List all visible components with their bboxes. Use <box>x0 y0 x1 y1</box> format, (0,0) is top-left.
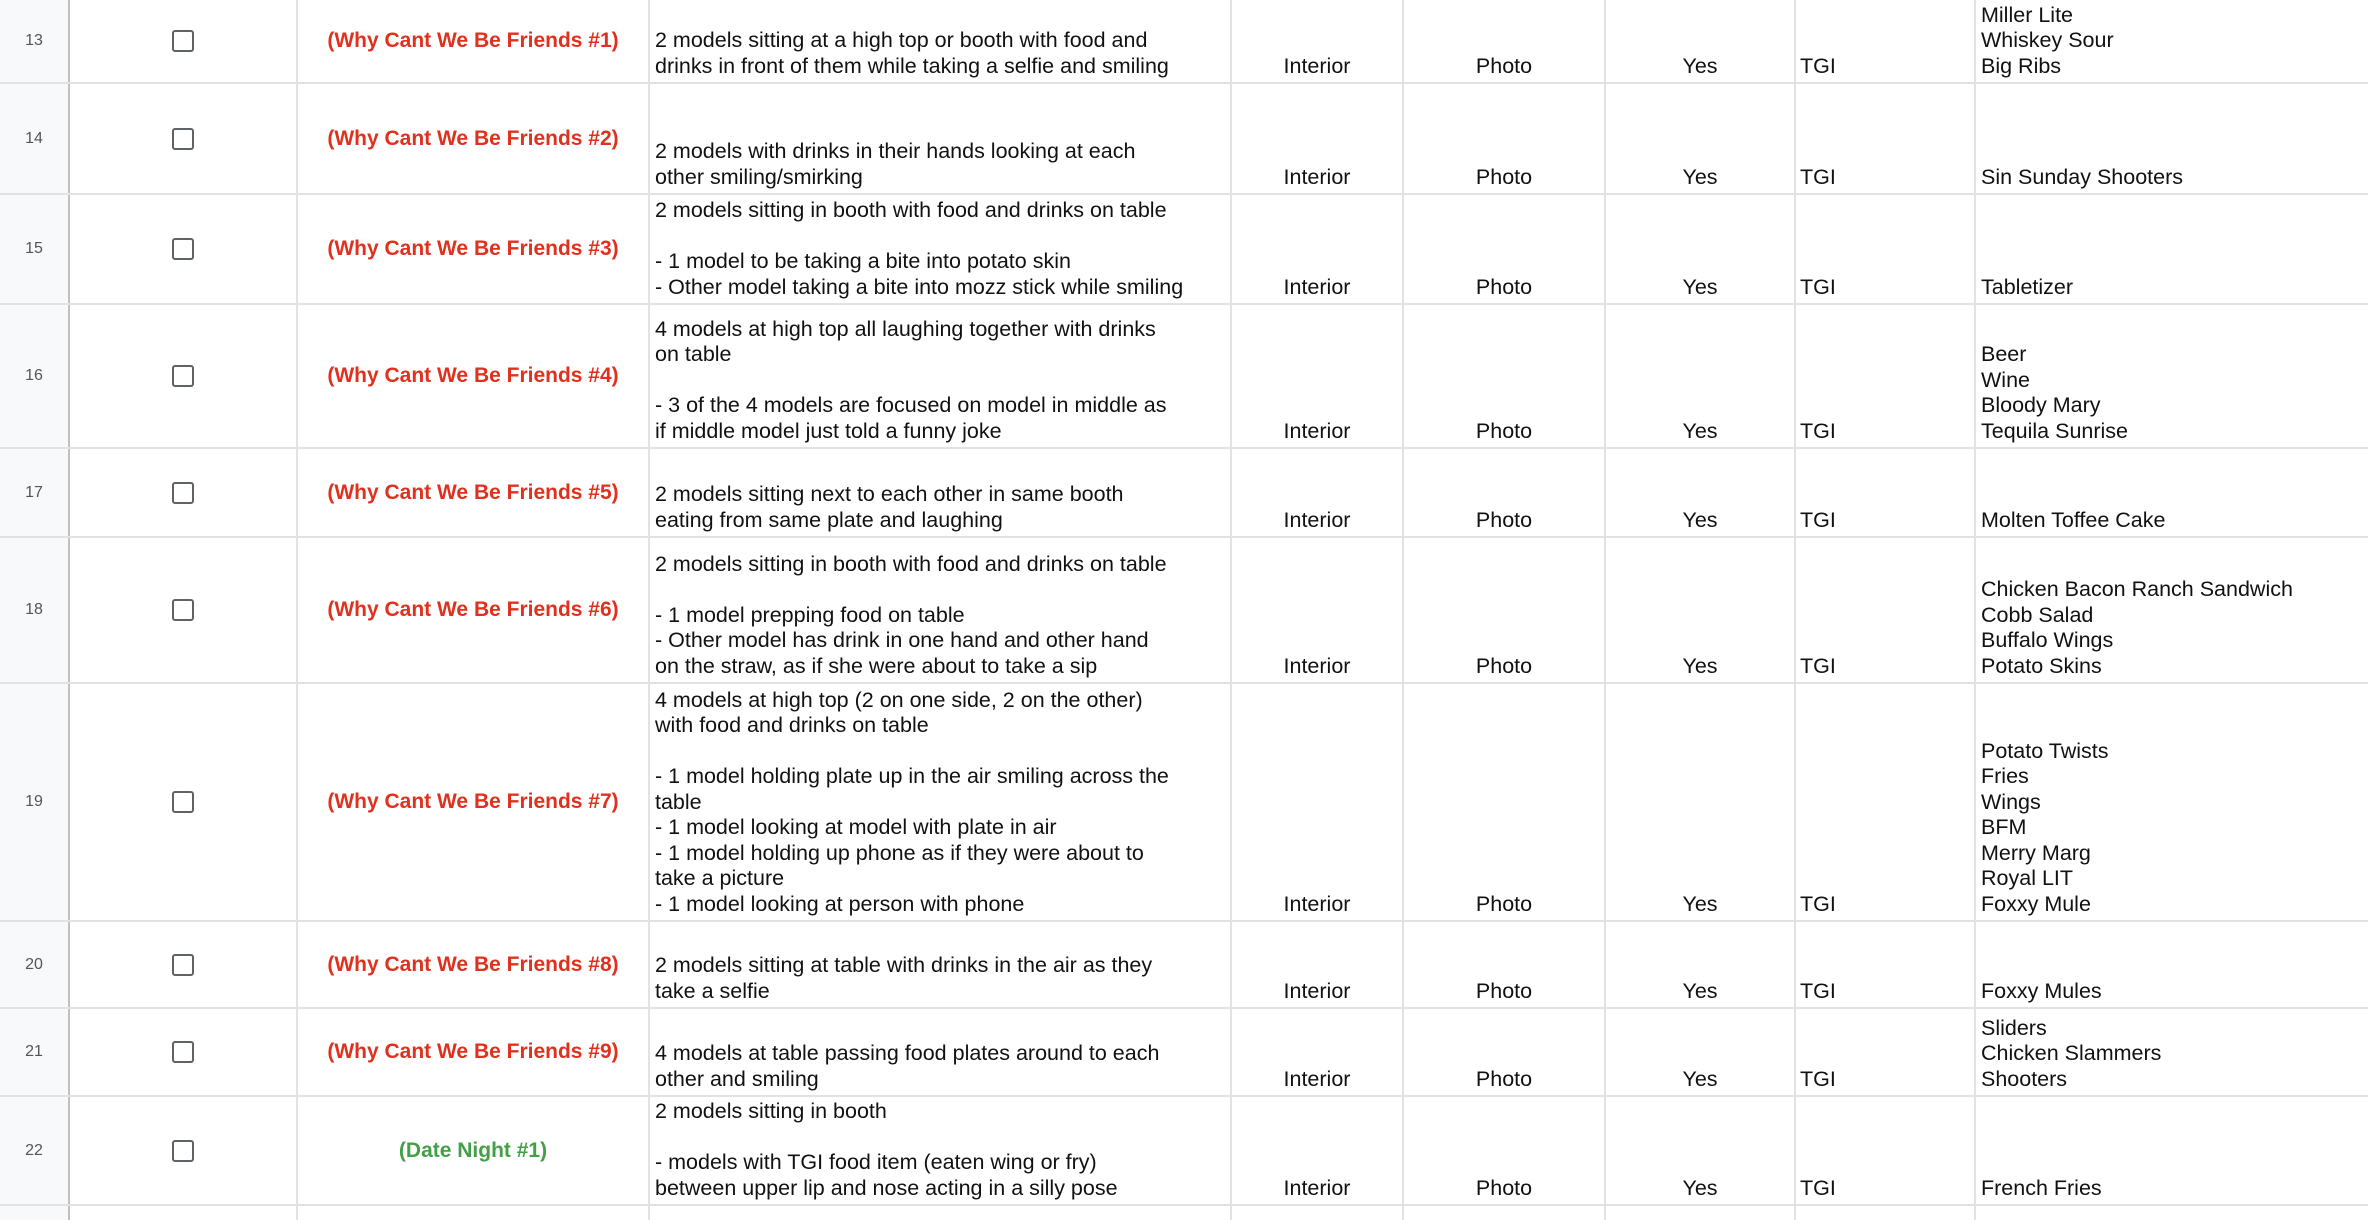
row-number[interactable]: 19 <box>0 684 70 920</box>
description-line: - 1 model looking at person with phone <box>655 891 1025 916</box>
location-cell[interactable]: Interior <box>1232 1097 1404 1204</box>
menu-item: Chicken Slammers <box>1981 1041 2162 1065</box>
checkbox-cell <box>70 538 298 682</box>
checkbox-cell <box>70 195 298 303</box>
menu-items-cell[interactable] <box>1976 84 2368 193</box>
description-line: 2 models sitting at a high top or booth with food and <box>655 28 1148 52</box>
row-number[interactable]: 16 <box>0 305 70 447</box>
description-line <box>655 368 1226 394</box>
approved-cell[interactable]: Yes <box>1606 1097 1796 1204</box>
approved-cell[interactable]: Yes <box>1606 195 1796 303</box>
menu-items-cell[interactable] <box>1976 1097 2368 1204</box>
menu-item: Beer <box>1981 342 2027 366</box>
menu-items-cell[interactable] <box>1976 538 2368 682</box>
shot-description[interactable] <box>650 1009 1232 1095</box>
table-row <box>0 538 2368 684</box>
approved-cell[interactable]: Yes <box>1606 684 1796 920</box>
menu-items-cell[interactable] <box>1976 195 2368 303</box>
checkbox-cell <box>70 684 298 920</box>
row-number[interactable]: 15 <box>0 195 70 303</box>
menu-items-cell[interactable] <box>1976 922 2368 1007</box>
approved-cell[interactable]: Yes <box>1606 0 1796 82</box>
location-cell[interactable]: Interior <box>1232 195 1404 303</box>
location-cell[interactable]: Interior <box>1232 538 1404 682</box>
description-line: on table <box>655 342 732 366</box>
partial-cell <box>70 1206 298 1220</box>
description-line: eating from same plate and laughing <box>655 507 1003 532</box>
shot-description[interactable] <box>650 449 1232 536</box>
shot-description[interactable] <box>650 305 1232 447</box>
description-line: 4 models at high top all laughing together with drinks <box>655 316 1156 341</box>
shot-description[interactable] <box>650 538 1232 682</box>
checkbox-cell <box>70 0 298 82</box>
checkbox-cell <box>70 84 298 193</box>
shot-title[interactable]: (Date Night #1) <box>298 1097 650 1204</box>
media-type-cell[interactable]: Photo <box>1404 0 1606 82</box>
menu-items-cell[interactable] <box>1976 449 2368 536</box>
table-row <box>0 1009 2368 1097</box>
brand-cell[interactable]: TGI <box>1796 0 1976 82</box>
row-checkbox[interactable] <box>172 1041 194 1063</box>
shot-description[interactable] <box>650 84 1232 193</box>
location-cell[interactable]: Interior <box>1232 84 1404 193</box>
brand-cell[interactable]: TGI <box>1796 195 1976 303</box>
table-row <box>0 84 2368 195</box>
media-type-cell[interactable]: Photo <box>1404 195 1606 303</box>
menu-item: Potato Twists <box>1981 738 2109 763</box>
table-row <box>0 449 2368 538</box>
menu-item: Shooters <box>1981 1066 2068 1091</box>
description-line: other smiling/smirking <box>655 164 863 189</box>
table-row <box>0 922 2368 1009</box>
menu-items-cell[interactable] <box>1976 305 2368 447</box>
description-line <box>655 224 1226 250</box>
menu-items-cell[interactable] <box>1976 0 2368 82</box>
media-type-cell[interactable]: Photo <box>1404 1009 1606 1095</box>
menu-item: Sin Sunday Shooters <box>1981 164 2183 189</box>
approved-cell[interactable]: Yes <box>1606 449 1796 536</box>
description-line <box>655 739 1226 765</box>
menu-item: Molten Toffee Cake <box>1981 507 2166 532</box>
location-cell[interactable]: Interior <box>1232 449 1404 536</box>
table-row <box>0 684 2368 922</box>
description-line: - models with TGI food item (eaten wing or fry) <box>655 1150 1097 1174</box>
shot-description[interactable] <box>650 922 1232 1007</box>
description-line: 4 models at high top (2 on one side, 2 on the other) <box>655 687 1143 712</box>
approved-cell[interactable]: Yes <box>1606 538 1796 682</box>
shot-title[interactable]: (Why Cant We Be Friends #7) <box>298 684 650 920</box>
shot-description[interactable] <box>650 195 1232 303</box>
media-type-cell[interactable]: Photo <box>1404 684 1606 920</box>
description-line: with food and drinks on table <box>655 713 929 737</box>
table-row <box>0 195 2368 305</box>
description-line: 2 models with drinks in their hands looking at each <box>655 139 1136 163</box>
shot-title[interactable]: (Why Cant We Be Friends #1) <box>298 0 650 82</box>
table-row <box>0 0 2368 84</box>
shot-title[interactable]: (Why Cant We Be Friends #9) <box>298 1009 650 1095</box>
partial-cell <box>650 1206 1232 1220</box>
row-checkbox[interactable] <box>172 1140 194 1162</box>
description-line: if middle model just told a funny joke <box>655 418 1002 443</box>
media-type-cell[interactable]: Photo <box>1404 305 1606 447</box>
location-cell[interactable]: Interior <box>1232 684 1404 920</box>
shot-title[interactable]: (Why Cant We Be Friends #2) <box>298 84 650 193</box>
menu-item: Foxxy Mules <box>1981 978 2102 1003</box>
description-line: table <box>655 789 702 814</box>
menu-items-cell[interactable] <box>1976 1009 2368 1095</box>
menu-item: Miller Lite <box>1981 2 2073 27</box>
menu-item: Buffalo Wings <box>1981 628 2114 652</box>
row-checkbox[interactable] <box>172 128 194 150</box>
brand-cell[interactable]: TGI <box>1796 84 1976 193</box>
menu-item: Whiskey Sour <box>1981 28 2114 52</box>
row-checkbox[interactable] <box>172 365 194 387</box>
checkbox-cell <box>70 1009 298 1095</box>
menu-item: Sliders <box>1981 1015 2047 1040</box>
shot-description[interactable] <box>650 684 1232 920</box>
menu-item: Wings <box>1981 789 2041 814</box>
approved-cell[interactable]: Yes <box>1606 922 1796 1007</box>
row-checkbox[interactable] <box>172 30 194 52</box>
menu-item: Royal LIT <box>1981 866 2074 890</box>
row-number[interactable]: 18 <box>0 538 70 682</box>
description-line: - Other model has drink in one hand and other hand <box>655 628 1149 652</box>
shot-title[interactable]: (Why Cant We Be Friends #3) <box>298 195 650 303</box>
description-line <box>655 577 1226 603</box>
table-row-partial <box>0 1206 2368 1220</box>
description-line: between upper lip and nose acting in a silly pose <box>655 1175 1118 1200</box>
row-number[interactable]: 13 <box>0 0 70 82</box>
row-number[interactable]: 22 <box>0 1097 70 1204</box>
checkbox-cell <box>70 305 298 447</box>
brand-cell[interactable]: TGI <box>1796 1097 1976 1204</box>
partial-cell <box>1606 1206 1796 1220</box>
menu-item: Chicken Bacon Ranch Sandwich <box>1981 577 2293 601</box>
description-line: 2 models sitting in booth with food and drinks on table <box>655 551 1167 576</box>
shot-title[interactable]: (Why Cant We Be Friends #5) <box>298 449 650 536</box>
menu-item: Fries <box>1981 764 2029 788</box>
location-cell[interactable]: Interior <box>1232 922 1404 1007</box>
description-line: 2 models sitting in booth <box>655 1099 887 1123</box>
description-line: - 1 model holding up phone as if they were about to <box>655 840 1144 865</box>
description-line: - Other model taking a bite into mozz stick while smiling <box>655 274 1184 299</box>
row-number[interactable]: 14 <box>0 84 70 193</box>
menu-item: Tabletizer <box>1981 274 2074 299</box>
table-row <box>0 1097 2368 1206</box>
description-line: 4 models at table passing food plates around to each <box>655 1041 1160 1065</box>
media-type-cell[interactable]: Photo <box>1404 84 1606 193</box>
brand-cell[interactable]: TGI <box>1796 684 1976 920</box>
location-cell[interactable]: Interior <box>1232 1009 1404 1095</box>
brand-cell[interactable]: TGI <box>1796 922 1976 1007</box>
menu-item: French Fries <box>1981 1175 2102 1200</box>
row-checkbox[interactable] <box>172 791 194 813</box>
location-cell[interactable]: Interior <box>1232 305 1404 447</box>
partial-cell <box>298 1206 650 1220</box>
brand-cell[interactable]: TGI <box>1796 449 1976 536</box>
media-type-cell[interactable]: Photo <box>1404 1097 1606 1204</box>
checkbox-cell <box>70 1097 298 1204</box>
media-type-cell[interactable]: Photo <box>1404 922 1606 1007</box>
description-line: - 1 model looking at model with plate in air <box>655 815 1057 839</box>
menu-item: Foxxy Mule <box>1981 891 2091 916</box>
shot-description[interactable] <box>650 0 1232 82</box>
media-type-cell[interactable]: Photo <box>1404 538 1606 682</box>
approved-cell[interactable]: Yes <box>1606 305 1796 447</box>
shot-title[interactable]: (Why Cant We Be Friends #4) <box>298 305 650 447</box>
menu-item: Tequila Sunrise <box>1981 418 2129 443</box>
brand-cell[interactable]: TGI <box>1796 305 1976 447</box>
menu-item: Bloody Mary <box>1981 393 2101 417</box>
description-line: - 3 of the 4 models are focused on model in middle as <box>655 393 1167 417</box>
shot-description[interactable] <box>650 1097 1232 1204</box>
shot-title[interactable]: (Why Cant We Be Friends #8) <box>298 922 650 1007</box>
row-number[interactable]: 21 <box>0 1009 70 1095</box>
description-line: 2 models sitting next to each other in same booth <box>655 482 1124 506</box>
shot-title[interactable]: (Why Cant We Be Friends #6) <box>298 538 650 682</box>
row-checkbox[interactable] <box>172 954 194 976</box>
partial-cell <box>1404 1206 1606 1220</box>
media-type-cell[interactable]: Photo <box>1404 449 1606 536</box>
description-line: drinks in front of them while taking a selfie and smiling <box>655 53 1169 78</box>
description-line: on the straw, as if she were about to take a sip <box>655 653 1098 678</box>
description-line <box>655 1125 1226 1151</box>
brand-cell[interactable]: TGI <box>1796 538 1976 682</box>
menu-item: Potato Skins <box>1981 653 2102 678</box>
description-line: - 1 model holding plate up in the air smiling across the <box>655 764 1169 788</box>
table-row <box>0 305 2368 449</box>
row-checkbox[interactable] <box>172 482 194 504</box>
description-line: take a picture <box>655 866 785 890</box>
checkbox-cell <box>70 449 298 536</box>
description-line: - 1 model to be taking a bite into potato skin <box>655 249 1071 273</box>
row-checkbox[interactable] <box>172 238 194 260</box>
menu-item: Merry Marg <box>1981 840 2091 865</box>
approved-cell[interactable]: Yes <box>1606 1009 1796 1095</box>
menu-items-cell[interactable] <box>1976 684 2368 920</box>
partial-cell <box>0 1206 70 1220</box>
description-line: 2 models sitting in booth with food and drinks on table <box>655 198 1167 222</box>
row-checkbox[interactable] <box>172 599 194 621</box>
description-line: take a selfie <box>655 978 770 1003</box>
menu-item: Wine <box>1981 367 2030 392</box>
checkbox-cell <box>70 922 298 1007</box>
menu-item: Big Ribs <box>1981 53 2062 78</box>
menu-item: Cobb Salad <box>1981 602 2094 627</box>
location-cell[interactable]: Interior <box>1232 0 1404 82</box>
row-number[interactable]: 17 <box>0 449 70 536</box>
partial-cell <box>1796 1206 1976 1220</box>
brand-cell[interactable]: TGI <box>1796 1009 1976 1095</box>
approved-cell[interactable]: Yes <box>1606 84 1796 193</box>
description-line: 2 models sitting at table with drinks in the air as they <box>655 953 1153 977</box>
row-number[interactable]: 20 <box>0 922 70 1007</box>
menu-item: BFM <box>1981 815 2027 839</box>
description-line: other and smiling <box>655 1066 819 1091</box>
partial-cell <box>1232 1206 1404 1220</box>
description-line: - 1 model prepping food on table <box>655 602 965 627</box>
